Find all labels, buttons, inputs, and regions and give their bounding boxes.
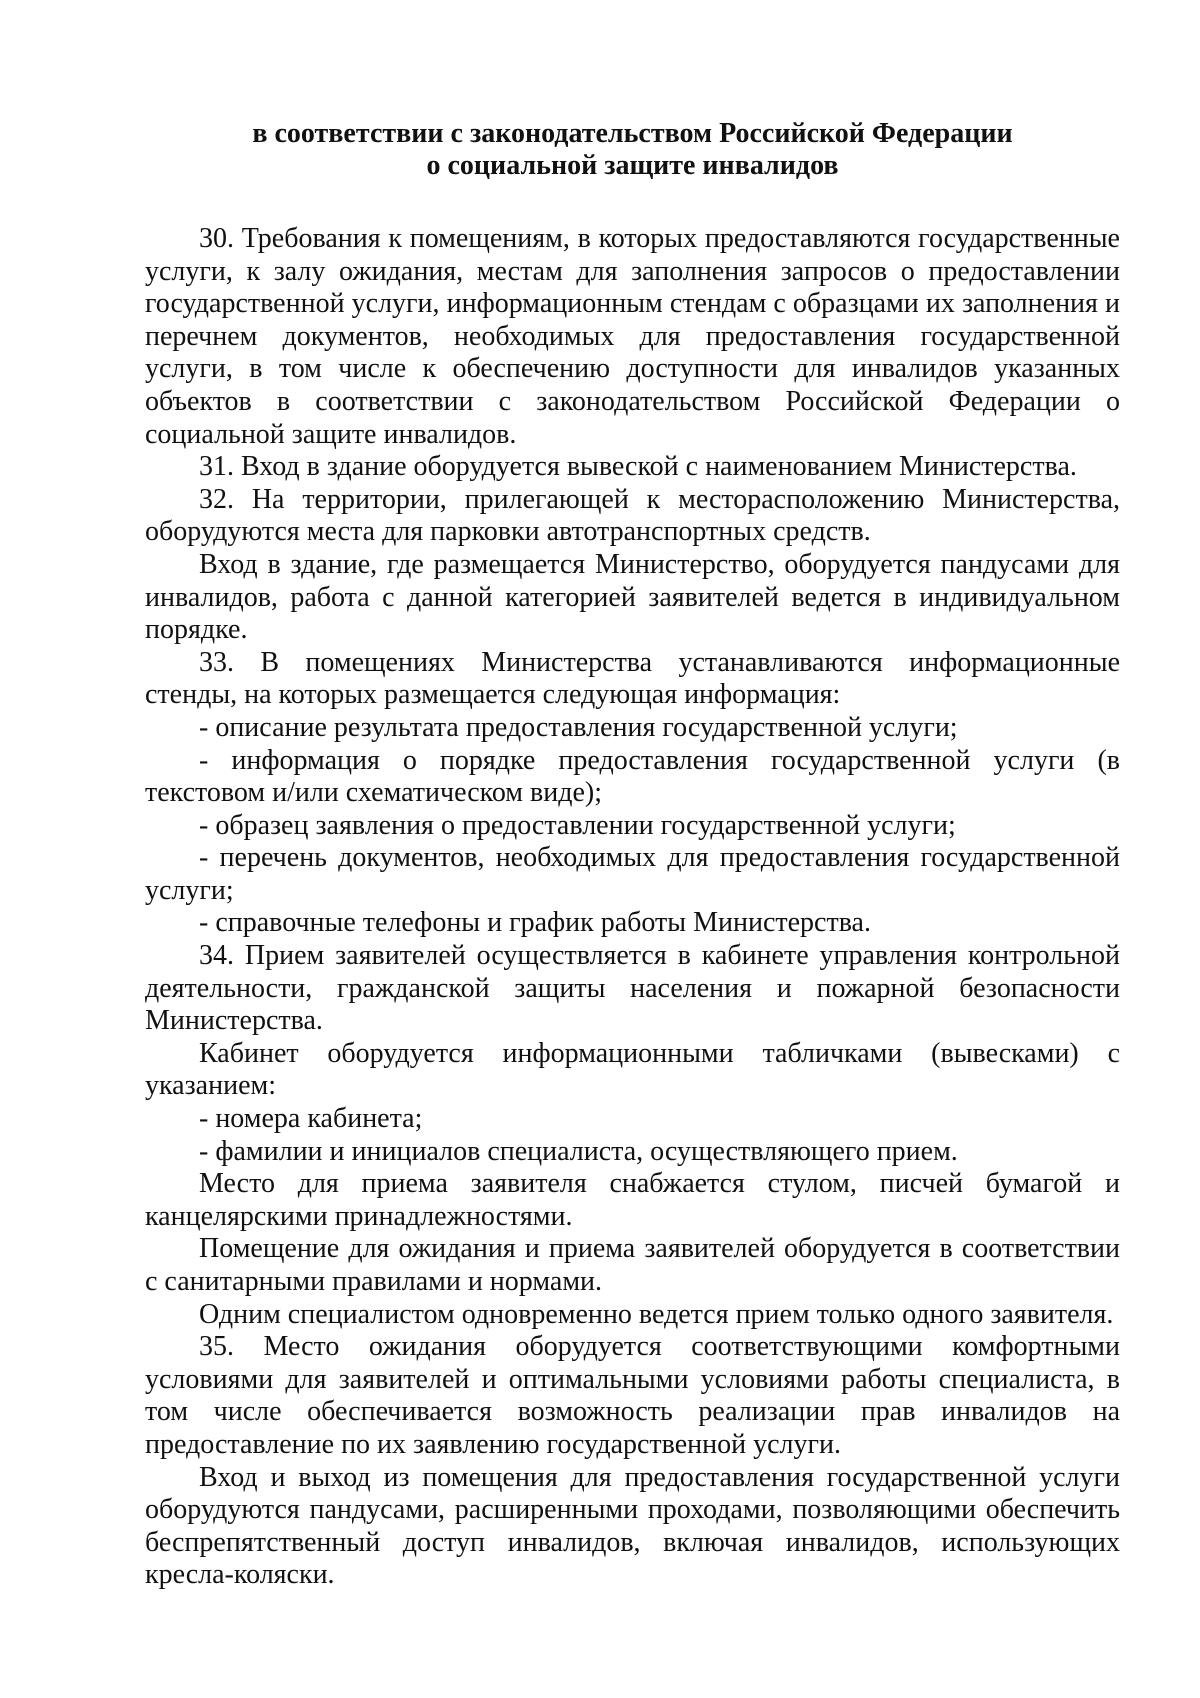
list-item-documents-list: - перечень документов, необходимых для предоставления государственной услуги;: [145, 842, 1120, 906]
list-item-procedure-info: - информация о порядке предоставления государственной услуги (в текстовом и/или схематическом виде);: [145, 744, 1120, 809]
list-item-cabinet-number: - номера кабинета;: [199, 1103, 423, 1135]
paragraph-33: 33. В помещениях Министерства устанавливаются информационные стенды, на которых размещается следующая информация:: [145, 646, 1120, 711]
section-heading: [145, 118, 1120, 182]
section-heading-line-2: о социальной защите инвалидов: [426, 150, 839, 181]
document-body: [145, 223, 1120, 1592]
section-heading-line-1: в соответствии с законодательством Российской Федерации: [252, 118, 1013, 149]
list-item-phones-schedule: - справочные телефоны и график работы Министерства.: [199, 907, 871, 939]
list-item-application-sample: - образец заявления о предоставлении государственной услуги;: [199, 809, 956, 841]
paragraph-34: 34. Прием заявителей осуществляется в кабинете управления контрольной деятельности, гражданской защиты населения и пожарной безопасности Министерства.: [145, 940, 1120, 1037]
paragraph-35-entrance: Вход и выход из помещения для предоставления государственной услуги оборудуются пандусами, расширенными проходами, позволяющими обеспечить беспрепятственный доступ инвалидов, включая инвалидов, использующих кресла-коляски.: [145, 1461, 1120, 1591]
paragraph-35: 35. Место ожидания оборудуется соответствующими комфортными условиями для заявителей и оптимальными условиями работы специалиста, в том числе обеспечивается возможность реализации прав инвалидов на предоставление по их заявлению государственной услуги.: [145, 1331, 1120, 1460]
paragraph-30: 30. Требования к помещениям, в которых предоставляются государственные услуги, к залу ожидания, местам для заполнения запросов о предоставлении государственной услуги, информационным стендам с образцами их заполнения и перечнем документов, необходимых для предоставления государственной услуги, в том числе к обеспечению доступности для инвалидов указанных объектов в соответствии с законодательством Российской Федерации о социальной защите инвалидов.: [145, 223, 1120, 450]
list-item-result-description: - описание результата предоставления государственной услуги;: [199, 711, 958, 743]
paragraph-34-premises: Помещение для ожидания и приема заявителей оборудуется в соответствии с санитарными правилами и нормами.: [145, 1233, 1120, 1297]
paragraph-32-entrance: Вход в здание, где размещается Министерство, оборудуется пандусами для инвалидов, работа с данной категорией заявителей ведется в индивидуальном порядке.: [145, 548, 1120, 646]
list-item-specialist-name: - фамилии и инициалов специалиста, осуществляющего прием.: [199, 1135, 958, 1167]
paragraph-34-workplace: Место для приема заявителя снабжается стулом, писчей бумагой и канцелярскими принадлежностями.: [145, 1168, 1120, 1232]
paragraph-32: 32. На территории, прилегающей к месторасположению Министерства, оборудуются места для парковки автотранспортных средств.: [145, 483, 1120, 548]
document-page: [145, 118, 1120, 1592]
paragraph-34-cabinet: Кабинет оборудуется информационными табличками (вывесками) с указанием:: [145, 1037, 1120, 1102]
paragraph-34-one-applicant: Одним специалистом одновременно ведется прием только одного заявителя.: [199, 1298, 1114, 1330]
paragraph-31: 31. Вход в здание оборудуется вывеской с наименованием Министерства.: [199, 451, 1077, 483]
